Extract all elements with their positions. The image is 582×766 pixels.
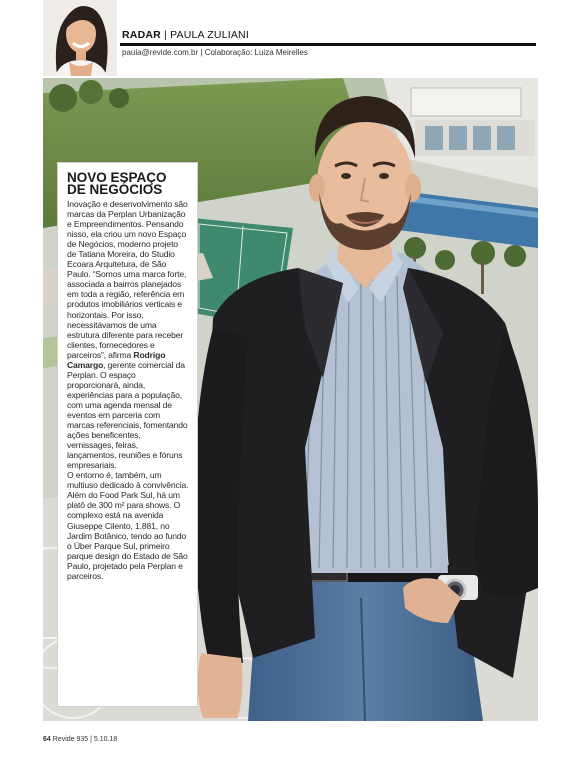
header-rule — [120, 43, 536, 46]
article-paragraph-2: O entorno é, também, um multiuso dedicado à convivência. Além do Food Park Sul, há um platô de 300 m² para shows. O complexo está na avenida Giuseppe Cilento, 1.881, no Jardim Botânico, tendo ao fundo o Über Parque Sul, primeiro parque design do Estado de São Paulo, projetado pela Perplan e parceiros. — [67, 470, 189, 581]
issue-date: 5.10.18 — [93, 736, 118, 743]
article-headline — [67, 172, 189, 196]
headline-line-2: DE NEGÓCIOS — [67, 182, 163, 197]
magazine-issue: Revide 935 — [52, 736, 89, 743]
page-footer — [43, 736, 117, 743]
author-email[interactable]: paula@revide.com.br — [122, 48, 199, 57]
title-separator: | — [164, 29, 167, 41]
paragraph-1-text: Inovação e desenvolvimento são marcas da Perplan Urbanização e Empreendimentos. Pensando nisso, ela criou um novo Espaço de Negócios, moderno projeto de Tatiana Moreira, do Studio Ecoara Arquitetura, de São Paulo. “Somos uma marca forte, associada a bairros planejados em toda a região, referência em produtos imobiliários verticais e horizontais. Por isso, necessitávamos de uma estrutura diferente para receber clientes, fornecedores e parceiros”, afirma — [67, 199, 188, 360]
column-credits — [122, 48, 308, 57]
quoted-person-name: Rodrigo Camargo — [67, 349, 166, 370]
article-box — [57, 162, 198, 707]
paragraph-1-end: , gerente comercial da Perplan. O espaço proporcionará, ainda, experiências para a população, com uma agenda mensal de eventos em parceria com marcas referenciais, fomentando ações beneficentes, vernissages, feiras, lançamentos, reuniões e fóruns empresariais. — [67, 359, 188, 471]
article-paragraph-1 — [67, 199, 189, 470]
author-portrait-illustration — [43, 0, 117, 76]
credit-separator: | — [200, 48, 203, 57]
headline-line-1: NOVO ESPAÇO — [67, 170, 167, 185]
page-number: 64 — [43, 736, 51, 743]
footer-separator: | — [90, 736, 92, 743]
author-avatar — [43, 0, 117, 76]
collaboration-credit: Colaboração: Luiza Meirelles — [204, 48, 308, 57]
section-name: RADAR — [122, 29, 161, 41]
author-name: PAULA ZULIANI — [170, 29, 249, 41]
column-title — [122, 29, 249, 41]
